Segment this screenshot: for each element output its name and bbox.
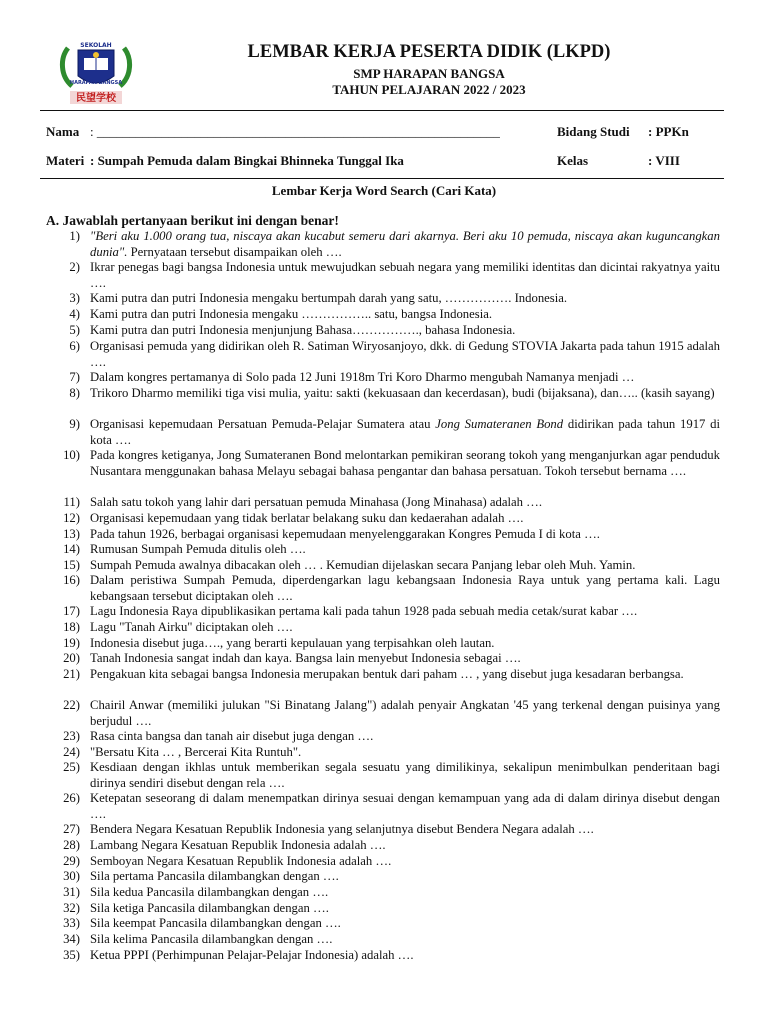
question-text: Organisasi kepemudaan Persatuan Pemuda-Pelajar Sumatera atau Jong Sumateranen Bond didirikan pada tahun 1917 di kota ….	[90, 417, 720, 447]
question-text: Lagu Indonesia Raya dipublikasikan pertama kali pada tahun 1928 pada sebuah media cetak/surat kabar ….	[90, 604, 638, 618]
question-item	[54, 901, 724, 917]
question-item	[54, 729, 724, 745]
question-text: Salah satu tokoh yang lahir dari persatuan pemuda Minahasa (Jong Minahasa) adalah ….	[90, 495, 543, 509]
question-text: Organisasi pemuda yang didirikan oleh R. Satiman Wiryosanjoyo, dkk. di Gedung STOVIA Jakarta pada tahun 1915 adalah ….	[90, 339, 720, 369]
worksheet-subtitle: Lembar Kerja Word Search (Cari Kata)	[271, 183, 497, 198]
question-number: 12)	[63, 511, 80, 525]
question-item	[54, 932, 724, 948]
question-number: 4)	[69, 307, 80, 321]
question-item	[54, 323, 724, 339]
question-item	[54, 698, 724, 729]
question-text: Pada kongres ketiganya, Jong Sumateranen Bond melontarkan pemikiran seorang tokoh yang menganjurkan agar penduduk Nusantara menggunakan bahasa Melayu sebagai bahasa pengantar dan bahasa persatuan. Tokoh tersebut bernama ….	[90, 448, 720, 478]
question-text: Tanah Indonesia sangat indah dan kaya. Bangsa lain menyebut Indonesia sebagai ….	[90, 651, 521, 665]
question-number: 21)	[63, 667, 80, 681]
question-text: Ketepatan seseorang di dalam menempatkan dirinya sesuai dengan kemampuan yang ada di dalam dirinya disebut dengan ….	[90, 791, 720, 821]
question-item	[54, 370, 724, 386]
question-item	[54, 573, 724, 604]
question-number: 5)	[69, 323, 80, 337]
question-text: Kami putra dan putri Indonesia menjunjung Bahasa……………., bahasa Indonesia.	[90, 323, 516, 337]
question-number: 18)	[63, 620, 80, 634]
question-item	[54, 636, 724, 652]
question-text: Kesdiaan dengan ikhlas untuk memberikan segala sesuatu yang dimilikinya, sekalipun menimbulkan penderitaan bagi dirinya sendiri disebut dengan rela ….	[90, 760, 720, 790]
question-item	[54, 558, 724, 574]
question-item	[54, 838, 724, 854]
question-number: 23)	[63, 729, 80, 743]
nama-label: Nama	[46, 124, 80, 139]
question-number: 1)	[69, 229, 80, 243]
question-text: Rumusan Sumpah Pemuda ditulis oleh ….	[90, 542, 306, 556]
question-text: Bendera Negara Kesatuan Republik Indonesia yang selanjutnya disebut Bendera Negara adalah ….	[90, 822, 594, 836]
question-number: 31)	[63, 885, 80, 899]
question-number: 30)	[63, 869, 80, 883]
question-text: Sila keempat Pancasila dilambangkan dengan ….	[90, 916, 341, 930]
question-number: 15)	[63, 558, 80, 572]
question-text: Sila kedua Pancasila dilambangkan dengan ….	[90, 885, 329, 899]
question-text: Lagu "Tanah Airku" diciptakan oleh ….	[90, 620, 293, 634]
question-item	[54, 916, 724, 932]
question-item	[54, 651, 724, 667]
question-item	[54, 604, 724, 620]
question-item	[54, 527, 724, 543]
question-item	[54, 260, 724, 291]
question-item	[54, 667, 724, 683]
question-text: Sila ketiga Pancasila dilambangkan dengan ….	[90, 901, 329, 915]
question-item	[54, 291, 724, 307]
question-text: Sila kelima Pancasila dilambangkan dengan ….	[90, 932, 333, 946]
question-item	[54, 885, 724, 901]
section-heading: A. Jawablah pertanyaan berikut ini dengan benar!	[46, 213, 339, 228]
organization-name: Jong Sumateranen Bond	[435, 417, 564, 431]
question-number: 34)	[63, 932, 80, 946]
question-item	[54, 822, 724, 838]
svg-text:HARAPAN BANGSA: HARAPAN BANGSA	[69, 80, 123, 86]
question-text: "Beri aku 1.000 orang tua, niscaya akan kucabut semeru dari akarnya. Beri aku 10 pemuda, niscaya akan kuguncangkan dunia". Pernyataan tersebut disampaikan oleh ….	[90, 229, 720, 259]
question-text: Ikrar penegas bagi bangsa Indonesia untuk mewujudkan sebuah negara yang memiliki identitas dan dicintai rakyatnya yaitu ….	[90, 260, 720, 290]
question-number: 3)	[69, 291, 80, 305]
question-number: 11)	[63, 495, 80, 509]
info-divider	[40, 178, 724, 179]
question-number: 10)	[63, 448, 80, 462]
nama-field[interactable]: : ______________________________________________________________	[90, 124, 500, 139]
page-title: LEMBAR KERJA PESERTA DIDIK (LKPD)	[247, 42, 611, 62]
question-number: 28)	[63, 838, 80, 852]
question-number: 6)	[69, 339, 80, 353]
question-number: 7)	[69, 370, 80, 384]
question-number: 25)	[63, 760, 80, 774]
question-item	[54, 511, 724, 527]
question-number: 17)	[63, 604, 80, 618]
question-item	[54, 542, 724, 558]
question-item	[54, 495, 724, 511]
question-text: Sila pertama Pancasila dilambangkan dengan ….	[90, 869, 339, 883]
svg-text:SEKOLAH: SEKOLAH	[80, 42, 112, 49]
quote-text: "Beri aku 1.000 orang tua, niscaya akan kucabut semeru dari akarnya. Beri aku 10 pemuda, niscaya akan kuguncangkan dunia".	[90, 229, 720, 259]
question-number: 14)	[63, 542, 80, 556]
question-text: Pada tahun 1926, berbagai organisasi kepemudaan menyelenggarakan Kongres Pemuda I di kota ….	[90, 527, 600, 541]
question-text: Sumpah Pemuda awalnya dibacakan oleh … . Kemudian dijelaskan secara Panjang lebar oleh Muh. Yamin.	[90, 558, 636, 572]
bidang-studi-label: Bidang Studi	[557, 124, 630, 139]
question-item	[54, 620, 724, 636]
academic-year: TAHUN PELAJARAN 2022 / 2023	[332, 82, 526, 97]
question-number: 29)	[63, 854, 80, 868]
question-text: Kami putra dan putri Indonesia mengaku …………….. satu, bangsa Indonesia.	[90, 307, 493, 321]
question-item	[54, 229, 724, 260]
question-item	[54, 791, 724, 822]
question-number: 20)	[63, 651, 80, 665]
question-item	[54, 339, 724, 370]
question-number: 32)	[63, 901, 80, 915]
question-number: 22)	[63, 698, 80, 712]
school-name: SMP HARAPAN BANGSA	[353, 66, 505, 81]
question-text: Rasa cinta bangsa dan tanah air disebut juga dengan ….	[90, 729, 374, 743]
materi-label: Materi	[46, 153, 85, 168]
question-item	[54, 760, 724, 791]
question-item	[54, 448, 724, 479]
question-text: Semboyan Negara Kesatuan Republik Indonesia adalah ….	[90, 854, 392, 868]
question-text: Lambang Negara Kesatuan Republik Indonesia adalah ….	[90, 838, 386, 852]
svg-text:民望学校: 民望学校	[76, 93, 116, 104]
question-text: Organisasi kepemudaan yang tidak berlatar belakang suku dan kedaerahan adalah ….	[90, 511, 524, 525]
question-text: Indonesia disebut juga…., yang berarti kepulauan yang terpisahkan oleh lautan.	[90, 636, 495, 650]
kelas-value: : VIII	[648, 153, 680, 168]
question-item	[54, 948, 724, 964]
question-number: 2)	[69, 260, 80, 274]
question-text: Chairil Anwar (memiliki julukan "Si Binatang Jalang") adalah penyair Angkatan '45 yang terkenal dengan puisinya yang berjudul ….	[90, 698, 720, 728]
question-item	[54, 386, 724, 402]
question-number: 33)	[63, 916, 80, 930]
question-number: 8)	[69, 386, 80, 400]
question-number: 35)	[63, 948, 80, 962]
question-text: Dalam kongres pertamanya di Solo pada 12 Juni 1918m Tri Koro Dharmo mengubah Namanya menjadi …	[90, 370, 635, 384]
question-number: 19)	[63, 636, 80, 650]
question-item	[54, 745, 724, 761]
bidang-studi-value: : PPKn	[648, 124, 689, 139]
question-text: Ketua PPPI (Perhimpunan Pelajar-Pelajar Indonesia) adalah ….	[90, 948, 414, 962]
question-number: 13)	[63, 527, 80, 541]
question-text: Dalam peristiwa Sumpah Pemuda, diperdengarkan lagu kebangsaan Indonesia Raya untuk yang pertama kali. Lagu kebangsaan tersebut diciptakan oleh ….	[90, 573, 720, 603]
question-text: Trikoro Dharmo memiliki tiga visi mulia, yaitu: sakti (kekuasaan dan kecerdasan), budi (bijaksana), dan….. (kasih sayang)	[90, 386, 715, 400]
question-text: Kami putra dan putri Indonesia mengaku bertumpah darah yang satu, ……………. Indonesia.	[90, 291, 568, 305]
header-divider	[40, 110, 724, 111]
question-text: Pengakuan kita sebagai bangsa Indonesia merupakan bentuk dari paham … , yang disebut juga kesadaran berbangsa.	[90, 667, 684, 681]
question-item	[54, 869, 724, 885]
question-text: "Bersatu Kita … , Bercerai Kita Runtuh".	[90, 745, 302, 759]
kelas-label: Kelas	[557, 153, 589, 168]
question-number: 26)	[63, 791, 80, 805]
question-item	[54, 307, 724, 323]
question-number: 27)	[63, 822, 80, 836]
question-item	[54, 854, 724, 870]
question-number: 16)	[63, 573, 80, 587]
materi-value: : Sumpah Pemuda dalam Bingkai Bhinneka Tunggal Ika	[90, 153, 404, 168]
question-number: 9)	[69, 417, 80, 431]
question-number: 24)	[63, 745, 80, 759]
question-item	[54, 417, 724, 448]
